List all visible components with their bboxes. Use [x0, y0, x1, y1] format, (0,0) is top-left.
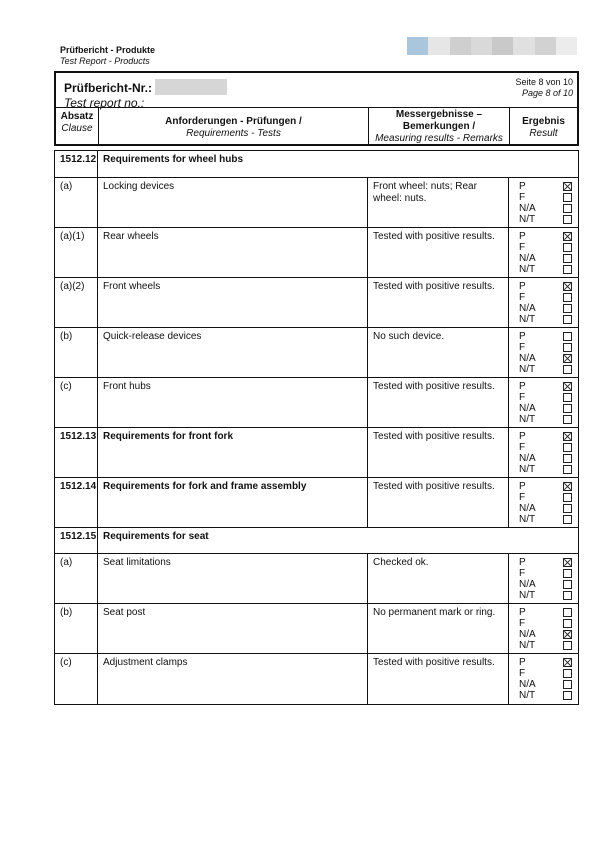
result-option [519, 453, 574, 464]
requirement-cell: Locking devices [98, 178, 368, 227]
requirement-cell: Adjustment clamps [98, 654, 368, 704]
result-option-label: N/T [519, 464, 536, 475]
result-option-label: N/A [519, 253, 536, 264]
checkbox[interactable] [563, 204, 572, 213]
result-option [519, 668, 574, 679]
checkbox[interactable] [563, 293, 572, 302]
checked-checkbox[interactable] [563, 382, 572, 391]
result-cell [509, 378, 578, 427]
requirement-cell: Quick-release devices [98, 328, 368, 377]
result-option [519, 353, 574, 364]
result-option-label: P [519, 657, 526, 668]
result-option [519, 281, 574, 292]
result-option-label: N/T [519, 590, 536, 601]
result-option-label: N/T [519, 314, 536, 325]
checkbox[interactable] [563, 454, 572, 463]
clause-cell: (a) [55, 554, 98, 603]
clause-cell: (c) [55, 378, 98, 427]
result-option-label: F [519, 192, 526, 203]
table-row [55, 554, 578, 604]
checkbox[interactable] [563, 365, 572, 374]
checkbox[interactable] [563, 465, 572, 474]
clause-cell: (b) [55, 604, 98, 653]
requirement-cell: Requirements for fork and frame assembly [98, 478, 368, 527]
checkbox[interactable] [563, 304, 572, 313]
checkbox[interactable] [563, 493, 572, 502]
checked-checkbox[interactable] [563, 558, 572, 567]
result-option [519, 557, 574, 568]
page-de: Seite 8 von 10 [515, 77, 573, 87]
table-row [55, 278, 578, 328]
result-option-label: N/A [519, 303, 536, 314]
clause-cell: 1512.13 [55, 428, 98, 477]
checked-checkbox[interactable] [563, 354, 572, 363]
checkbox[interactable] [563, 580, 572, 589]
measuring-result-cell: No such device. [368, 328, 509, 377]
result-option-label: F [519, 242, 526, 253]
result-option-label: F [519, 568, 526, 579]
result-option-label: F [519, 392, 526, 403]
result-option-label: N/A [519, 203, 536, 214]
result-option-label: P [519, 481, 526, 492]
result-option [519, 364, 574, 375]
result-option-label: F [519, 668, 526, 679]
col-measuring [369, 108, 510, 144]
checkbox[interactable] [563, 504, 572, 513]
col-clause-de: Absatz [60, 111, 94, 122]
measuring-result-cell: Tested with positive results. [368, 378, 509, 427]
checkbox[interactable] [563, 619, 572, 628]
checkbox[interactable] [563, 680, 572, 689]
report-no-label-de: Prüfbericht-Nr.: [64, 81, 153, 95]
clause-cell: (b) [55, 328, 98, 377]
checked-checkbox[interactable] [563, 482, 572, 491]
result-option [519, 503, 574, 514]
result-option-label: P [519, 557, 526, 568]
report-header-box [54, 71, 579, 146]
table-row [55, 428, 578, 478]
result-option-label: P [519, 431, 526, 442]
page-en: Page 8 of 10 [521, 88, 573, 98]
checkbox[interactable] [563, 254, 572, 263]
checked-checkbox[interactable] [563, 232, 572, 241]
report-no-label-en: Test report no.: [64, 96, 145, 110]
result-option-label: N/T [519, 514, 536, 525]
measuring-result-cell: No permanent mark or ring. [368, 604, 509, 653]
requirement-cell: Seat post [98, 604, 368, 653]
result-option [519, 342, 574, 353]
result-option-label: P [519, 181, 526, 192]
result-cell [509, 278, 578, 327]
result-option [519, 657, 574, 668]
checked-checkbox[interactable] [563, 182, 572, 191]
result-option [519, 181, 574, 192]
result-option [519, 579, 574, 590]
checkbox[interactable] [563, 515, 572, 524]
measuring-result-cell: Tested with positive results. [368, 654, 509, 704]
result-option [519, 303, 574, 314]
table-row [55, 378, 578, 428]
checkbox[interactable] [563, 243, 572, 252]
result-option [519, 514, 574, 525]
result-option [519, 253, 574, 264]
result-option-label: F [519, 618, 526, 629]
col-meas-de: Messergebnisse – Bemerkungen / [395, 109, 483, 132]
requirement-cell: Front wheels [98, 278, 368, 327]
result-option [519, 231, 574, 242]
table-row [55, 654, 578, 704]
checkbox[interactable] [563, 404, 572, 413]
result-option-label: N/T [519, 414, 536, 425]
result-option [519, 392, 574, 403]
result-option [519, 331, 574, 342]
checkbox[interactable] [563, 315, 572, 324]
checkbox[interactable] [563, 193, 572, 202]
result-option-label: N/A [519, 503, 536, 514]
result-option [519, 442, 574, 453]
clause-cell: 1512.12 [55, 151, 98, 177]
checkbox[interactable] [563, 393, 572, 402]
requirement-cell: Requirements for wheel hubs [103, 154, 244, 165]
result-cell [509, 604, 578, 653]
clause-cell: 1512.15 [55, 528, 98, 553]
result-option-label: N/A [519, 579, 536, 590]
results-table [54, 150, 579, 705]
result-option-label: N/A [519, 453, 536, 464]
result-option-label: N/A [519, 353, 536, 364]
result-cell [509, 178, 578, 227]
checkbox[interactable] [563, 641, 572, 650]
col-req-de: Anforderungen - Prüfungen / [165, 116, 302, 127]
checked-checkbox[interactable] [563, 630, 572, 639]
measuring-result-cell: Tested with positive results. [368, 278, 509, 327]
checkbox[interactable] [563, 265, 572, 274]
requirement-cell: Seat limitations [98, 554, 368, 603]
table-row [55, 478, 578, 528]
col-clause-en: Clause [61, 123, 93, 134]
result-option [519, 568, 574, 579]
result-option-label: F [519, 292, 526, 303]
result-option [519, 607, 574, 618]
checkbox[interactable] [563, 691, 572, 700]
clause-cell: (a)(2) [55, 278, 98, 327]
result-option [519, 492, 574, 503]
checkbox[interactable] [563, 343, 572, 352]
checkbox[interactable] [563, 591, 572, 600]
result-option [519, 203, 574, 214]
col-result-de: Ergebnis [522, 116, 565, 127]
table-row [55, 178, 578, 228]
checkbox[interactable] [563, 332, 572, 341]
result-option [519, 214, 574, 225]
measuring-result-cell: Tested with positive results. [368, 428, 509, 477]
col-req-en: Requirements - Tests [186, 128, 281, 139]
result-option-label: N/T [519, 690, 536, 701]
checkbox[interactable] [563, 215, 572, 224]
document-header [60, 45, 155, 67]
measuring-result-cell: Tested with positive results. [368, 228, 509, 277]
result-option-label: N/A [519, 629, 536, 640]
result-option [519, 242, 574, 253]
checkbox[interactable] [563, 569, 572, 578]
checked-checkbox[interactable] [563, 658, 572, 667]
checkbox[interactable] [563, 415, 572, 424]
result-cell [509, 478, 578, 527]
table-row [55, 228, 578, 278]
doc-title-de: Prüfbericht - Produkte [60, 45, 156, 55]
table-row [55, 604, 578, 654]
result-option [519, 590, 574, 601]
section-heading-row [55, 151, 578, 178]
checked-checkbox[interactable] [563, 282, 572, 291]
col-result [510, 108, 577, 144]
requirement-cell: Front hubs [98, 378, 368, 427]
clause-cell: (c) [55, 654, 98, 704]
result-cell [509, 328, 578, 377]
clause-cell: 1512.14 [55, 478, 98, 527]
result-option [519, 403, 574, 414]
result-option-label: P [519, 231, 526, 242]
result-option [519, 618, 574, 629]
result-option [519, 314, 574, 325]
clause-cell: (a)(1) [55, 228, 98, 277]
result-option [519, 264, 574, 275]
result-option-label: P [519, 331, 526, 342]
result-option [519, 192, 574, 203]
result-option-label: N/T [519, 214, 536, 225]
measuring-result-cell: Checked ok. [368, 554, 509, 603]
result-option-label: N/T [519, 640, 536, 651]
requirement-cell: Rear wheels [98, 228, 368, 277]
result-option-label: N/T [519, 364, 536, 375]
page-indicator [515, 77, 573, 99]
result-option-label: N/A [519, 679, 536, 690]
col-meas-en: Measuring results - Remarks [375, 133, 503, 144]
result-option [519, 464, 574, 475]
requirement-cell: Requirements for seat [103, 531, 209, 542]
result-option-label: F [519, 342, 526, 353]
checkbox[interactable] [563, 443, 572, 452]
measuring-result-cell: Front wheel: nuts; Rear wheel: nuts. [368, 178, 509, 227]
result-option [519, 481, 574, 492]
result-option [519, 414, 574, 425]
result-option-label: F [519, 492, 526, 503]
result-option-label: P [519, 607, 526, 618]
report-number [64, 79, 227, 110]
table-row [55, 328, 578, 378]
result-option [519, 431, 574, 442]
result-option [519, 381, 574, 392]
result-cell [509, 654, 578, 704]
redacted-report-number [155, 79, 227, 95]
measuring-result-cell: Tested with positive results. [368, 478, 509, 527]
result-option-label: P [519, 381, 526, 392]
result-option-label: N/T [519, 264, 536, 275]
checked-checkbox[interactable] [563, 432, 572, 441]
doc-title-en: Test Report - Products [60, 56, 150, 66]
checkbox[interactable] [563, 608, 572, 617]
result-option-label: N/A [519, 403, 536, 414]
result-option [519, 640, 574, 651]
clause-cell: (a) [55, 178, 98, 227]
result-option [519, 292, 574, 303]
result-cell [509, 554, 578, 603]
col-result-en: Result [529, 128, 558, 139]
col-requirements [99, 108, 369, 144]
redacted-logo [407, 35, 577, 57]
col-clause [56, 108, 99, 144]
checkbox[interactable] [563, 669, 572, 678]
result-option-label: P [519, 281, 526, 292]
result-option [519, 679, 574, 690]
section-heading-row [55, 528, 578, 554]
column-headers [56, 107, 577, 144]
result-cell [509, 228, 578, 277]
result-option [519, 690, 574, 701]
result-option-label: F [519, 442, 526, 453]
requirement-cell: Requirements for front fork [98, 428, 368, 477]
result-cell [509, 428, 578, 477]
result-option [519, 629, 574, 640]
